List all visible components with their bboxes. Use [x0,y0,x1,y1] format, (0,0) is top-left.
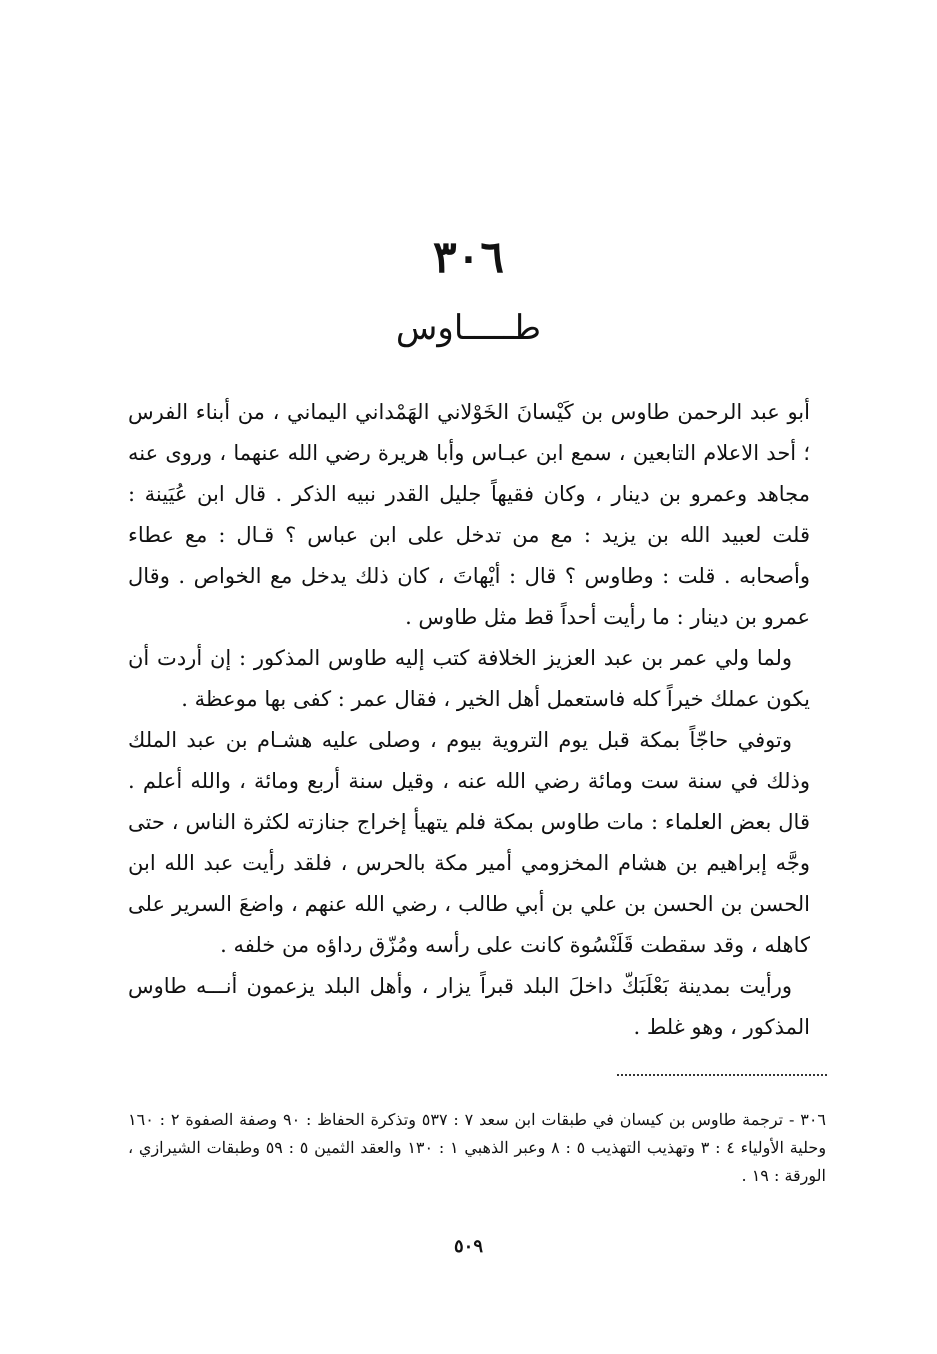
entry-title: طـــــاوس [395,308,542,348]
entry-number: ٣٠٦ [433,232,504,283]
biography-body [128,392,810,1048]
footnote: ٣٠٦ - ترجمة طاوس بن كيسان في طبقات ابن سعد ٧ : ٥٣٧ وتذكرة الحفاظ : ٩٠ وصفة الصفوة ٢ : ١٦٠ وحلية الأولياء ٤ : ٣ وتهذيب التهذيب ٥ : ٨ وعبر الذهبي ١ : ١٣٠ والعقد الثمين ٥ : ٥٩ وطبقات الشيرازي ، الورقة : ١٩ . [128,1110,827,1185]
paragraph-3: وتوفي حاجّاً بمكة قبل يوم التروية بيوم ، وصلى عليه هشـام بن عبد الملك وذلك في سنة ست ومائة رضي الله عنه ، وقيل سنة أربع ومائة ، والله أعلم . قال بعض العلماء : مات طاوس بمكة فلم يتهيأ إخراج جنازته لكثرة الناس ، حتى وجَّه إبراهيم بن هشام المخزومي أمير مكة بالحرس ، فلقد رأيت عبد الله ابن الحسن بن الحسن بن علي بن أبي طالب ، رضي الله عنهم ، واضعَ السرير على كاهله ، وقد سقطت قَلَنْسُوة كانت على رأسه ومُزّق رداؤه من خلفه . [128,728,810,957]
paragraph-2: ولما ولي عمر بن عبد العزيز الخلافة كتب إليه طاوس المذكور : إن أردت أن يكون عملك خيراً كله فاستعمل أهل الخير ، فقال عمر : كفى بها موعظة . [128,646,810,711]
page-number: ٥٠٩ [453,1236,483,1257]
footnote-divider [617,1074,827,1076]
paragraph-4: ورأيت بمدينة بَعْلَبَكّ داخلَ البلد قبراً يزار ، وأهل البلد يزعمون أنـــه طاوس المذكور ، وهو غلط . [128,974,810,1039]
paragraph-1: أبو عبد الرحمن طاوس بن كَيْسانَ الخَوْلاني الهَمْداني اليماني ، من أبناء الفرس ؛ أحد الاعلام التابعين ، سمع ابن عبـاس وأبا هريرة رضي الله عنهما ، وروى عنه مجاهد وعمرو بن دينار ، وكان فقيهاً جليل القدر نبيه الذكر . قال ابن عُيَينة : قلت لعبيد الله بن يزيد : مع من تدخل على ابن عباس ؟ قـال : مع عطاء وأصحابه . قلت : وطاوس ؟ قال : أيْهاتَ ، كان ذلك يدخل مع الخواص . وقال عمرو بن دينار : ما رأيت أحداً قط مثل طاوس . [128,400,810,629]
